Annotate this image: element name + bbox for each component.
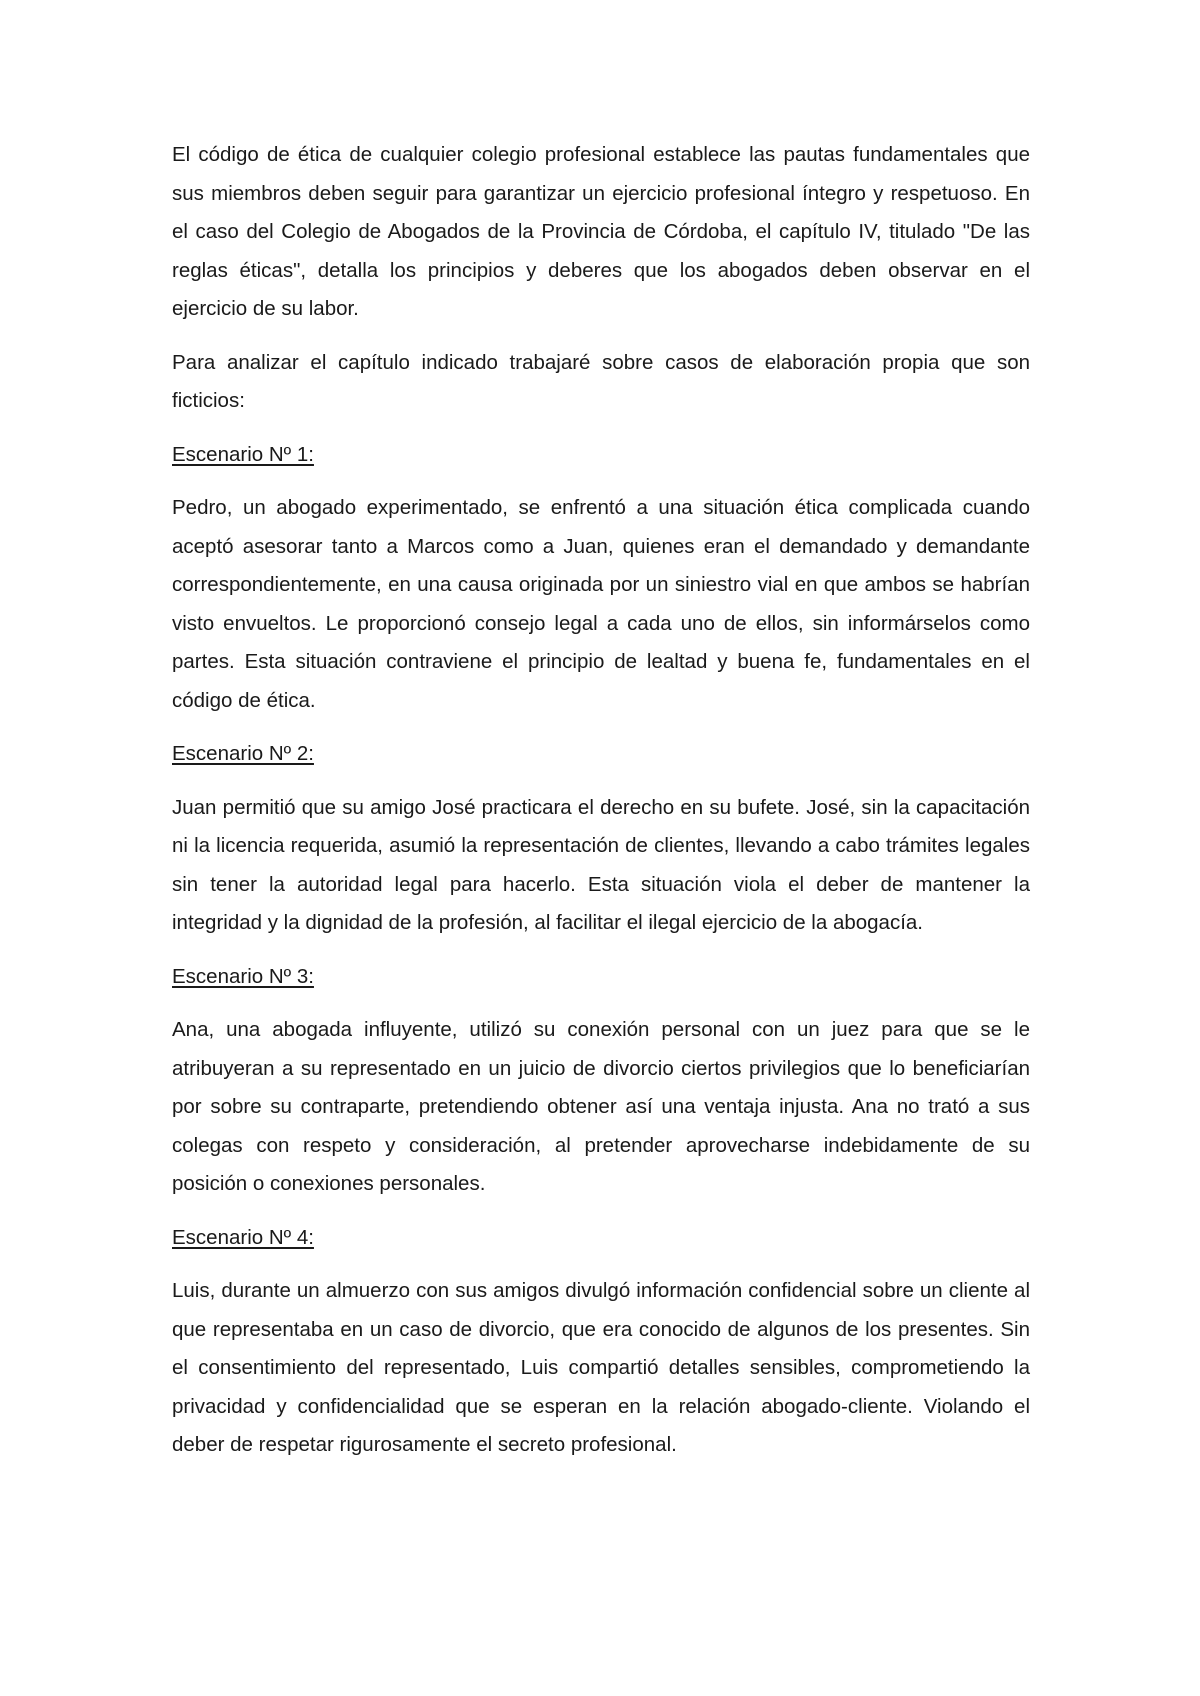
scenario-heading: Escenario Nº 2:	[172, 742, 314, 765]
scenario-heading: Escenario Nº 4:	[172, 1225, 314, 1249]
scenario-heading: Escenario Nº 1:	[172, 442, 314, 466]
scenario-heading: Escenario Nº 3:	[172, 964, 314, 988]
document-body	[172, 136, 1030, 1480]
scenario-paragraph: Ana, una abogada influyente, utilizó su conexión personal con un juez para que se le atribuyeran a su representado en un juicio de divorcio ciertos privilegios que lo beneficiarían por sobre su contraparte, pretendiendo obtener así una ventaja injusta. Ana no trató a sus colegas con respeto y consideración, al pretender aprovecharse indebidamente de su posición o conexiones personales.	[172, 1018, 1030, 1195]
intro-paragraph: Para analizar el capítulo indicado trabajaré sobre casos de elaboración propia que son ficticios:	[172, 350, 1030, 412]
scenario-paragraph: Juan permitió que su amigo José practicara el derecho en su bufete. José, sin la capacitación ni la licencia requerida, asumió la representación de clientes, llevando a cabo trámites legales sin tener la autoridad legal para hacerlo. Esta situación viola el deber de mantener la integridad y la dignidad de la profesión, al facilitar el ilegal ejercicio de la abogacía.	[172, 795, 1030, 934]
intro-paragraph: El código de ética de cualquier colegio profesional establece las pautas fundamentales que sus miembros deben seguir para garantizar un ejercicio profesional íntegro y respetuoso. En el caso del Colegio de Abogados de la Provincia de Córdoba, el capítulo IV, titulado "De las reglas éticas", detalla los principios y deberes que los abogados deben observar en el ejercicio de su labor.	[172, 143, 1030, 320]
scenario-paragraph: Luis, durante un almuerzo con sus amigos divulgó información confidencial sobre un cliente al que representaba en un caso de divorcio, que era conocido de algunos de los presentes. Sin el consentimiento del representado, Luis compartió detalles sensibles, comprometiendo la privacidad y confidencialidad que se esperan en la relación abogado-cliente. Violando el deber de respetar rigurosamente el secreto profesional.	[172, 1279, 1030, 1456]
scenario-paragraph: Pedro, un abogado experimentado, se enfrentó a una situación ética complicada cuando aceptó asesorar tanto a Marcos como a Juan, quienes eran el demandado y demandante correspondientemente, en una causa originada por un siniestro vial en que ambos se habrían visto envueltos. Le proporcionó consejo legal a cada uno de ellos, sin informárselos como partes. Esta situación contraviene el principio de lealtad y buena fe, fundamentales en el código de ética.	[172, 496, 1030, 712]
